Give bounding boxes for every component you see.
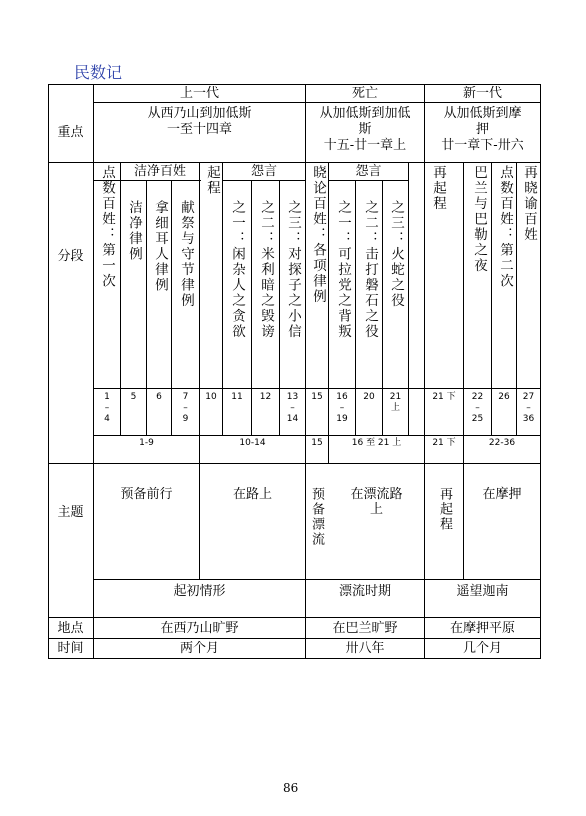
time-two-months: 两个月 (179, 641, 219, 656)
section-teach: 晓论百姓：各项律例 (310, 165, 326, 305)
time-few-months: 几个月 (462, 641, 502, 656)
chapter-complaint-2-2: 20 (363, 392, 375, 402)
row-label-place: 地点 (57, 620, 84, 636)
chapter-complaint-1-1: 11 (231, 392, 243, 402)
theme-prepare-wander: 预备漂流 (309, 487, 324, 547)
chapter-group-1: 1-9 (139, 438, 154, 448)
chapter-complaint-1-3: 13 – 14 (286, 392, 299, 424)
summary-wandering: 漂流时期 (338, 583, 391, 599)
focus-kadesh-moab: 从加低斯到摩 押 廿一章下-卅六 (441, 106, 524, 153)
section-clean-law: 洁净律例 (126, 200, 142, 262)
focus-kadesh: 从加低斯到加低 斯 十五-廿一章上 (319, 106, 411, 153)
section-complaint-1-1: 之一：闲杂人之贪欲 (229, 200, 245, 340)
generation-previous: 上一代 (179, 86, 219, 101)
summary-beginning: 起初情形 (173, 583, 226, 599)
chapter-complaint-2-3: 21 上 (389, 392, 402, 413)
section-complaint-1-3: 之三：对探子之小信 (285, 200, 301, 340)
chapter-setout-1: 10 (205, 392, 217, 402)
row-label-focus: 重点 (57, 125, 84, 140)
chapter-balaam: 22 – 25 (471, 392, 484, 424)
chapter-teach: 15 (311, 392, 323, 402)
chapter-nazirite: 6 (156, 392, 162, 402)
chapter-offering: 7 – 9 (182, 392, 189, 424)
focus-sinai-kadesh: 从西乃山到加低斯 一至十四章 (147, 106, 252, 137)
chapter-setout-2: 21 下 (432, 392, 456, 402)
chapter-group-4: 16 至 21 上 (351, 438, 402, 448)
section-complaint-2-3: 之三：火蛇之役 (388, 200, 404, 309)
summary-looking-canaan: 遥望迦南 (456, 583, 509, 599)
section-balaam: 巴兰与巴勒之夜 (471, 165, 487, 274)
page-number: 86 (283, 781, 299, 795)
row-label-theme: 主题 (57, 504, 84, 520)
chapter-group-2: 10-14 (239, 438, 266, 448)
section-setout-2: 再起程 (430, 165, 446, 212)
chapter-complaint-2-1: 16 – 19 (336, 392, 348, 424)
time-38-years: 卅八年 (345, 641, 385, 656)
group-head-complaint-2: 怨言 (355, 164, 382, 179)
section-setout-1: 起程 (204, 165, 220, 196)
chapter-group-6: 22-36 (488, 438, 516, 448)
section-offering: 献祭与守节律例 (178, 200, 194, 309)
place-moab: 在摩押平原 (449, 620, 515, 636)
theme-setout-again: 再起程 (437, 487, 452, 532)
chapter-census-1: 1 – 4 (104, 392, 110, 424)
generation-new: 新一代 (462, 86, 502, 101)
chapter-clean-law: 5 (130, 392, 137, 402)
chapter-census-2: 26 (498, 392, 510, 402)
theme-in-moab: 在摩押 (482, 487, 522, 502)
generation-death: 死亡 (351, 86, 378, 101)
page-title: 民数记 (74, 63, 123, 82)
chapter-complaint-1-2: 12 (259, 392, 272, 402)
place-sinai: 在西乃山旷野 (160, 620, 239, 636)
section-complaint-1-2: 之二：米利暗之毁谤 (258, 200, 274, 340)
chapter-teach-2: 27 – 36 (522, 392, 535, 424)
theme-on-road: 在路上 (232, 487, 272, 502)
section-nazirite: 拿细耳人律例 (152, 200, 168, 293)
group-head-complaint-1: 怨言 (250, 164, 277, 179)
chapter-group-3: 15 (311, 438, 323, 448)
theme-prepare: 预备前行 (120, 487, 173, 502)
row-label-time: 时间 (57, 641, 84, 656)
group-head-clean: 洁净百姓 (133, 164, 186, 179)
section-complaint-2-2: 之二：击打磐石之役 (362, 200, 378, 340)
row-label-sections: 分段 (57, 248, 84, 264)
section-teach-2: 再晓谕百姓 (521, 165, 537, 243)
theme-wander-road: 在漂流路上 (350, 487, 403, 517)
section-census-2: 点数百姓：第二次 (497, 165, 513, 289)
place-paran: 在巴兰旷野 (332, 620, 398, 636)
section-census-1: 点数百姓：第一次 (99, 165, 115, 289)
section-complaint-2-1: 之一：可拉党之背叛 (335, 200, 351, 340)
chapter-group-5: 21 下 (432, 438, 456, 448)
